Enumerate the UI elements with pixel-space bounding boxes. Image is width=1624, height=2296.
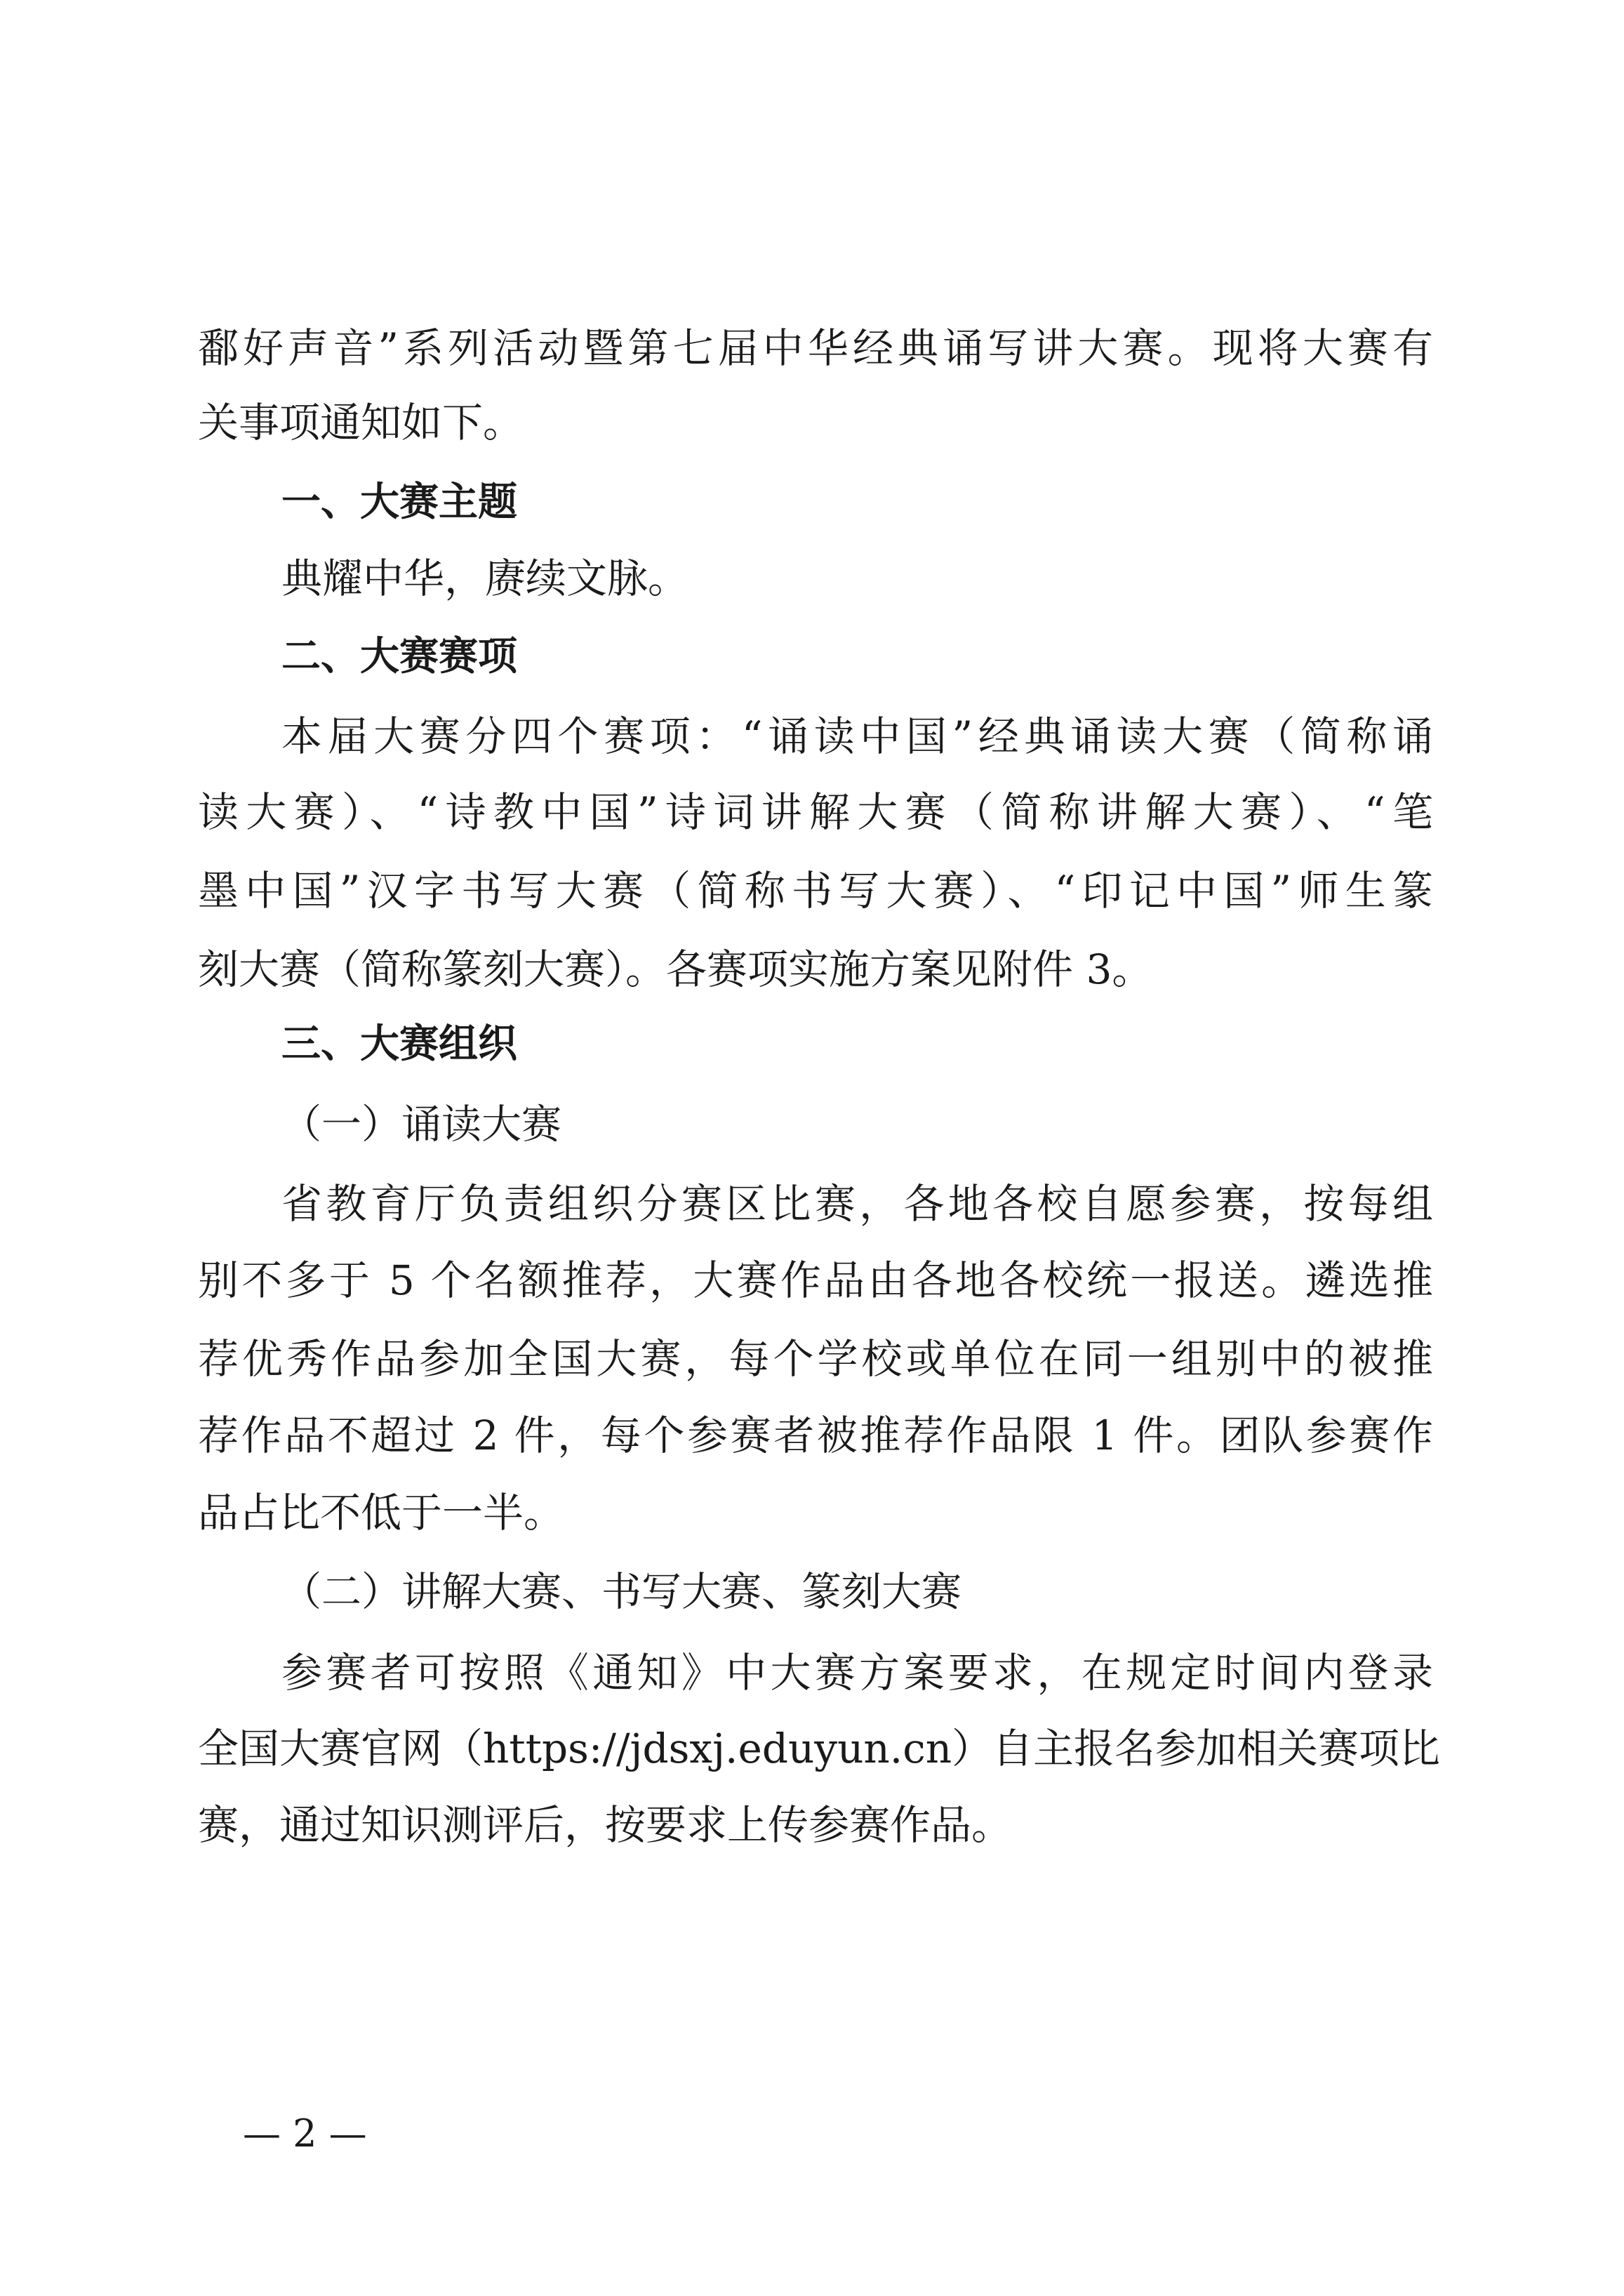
recitation-paragraph-line-3: 荐优秀作品参加全国大赛，每个学校或单位在同一组别中的被推 bbox=[198, 1335, 1433, 1383]
subheading-explanation-writing-carving: （二）讲解大赛、书写大赛、篆刻大赛 bbox=[281, 1569, 961, 1615]
paragraph-intro-line-1: 鄱好声音”系列活动暨第七届中华经典诵写讲大赛。现将大赛有 bbox=[198, 324, 1433, 372]
registration-paragraph-line-2: 全国大赛官网（https://jdsxj.eduyun.cn）自主报名参加相关赛项比 bbox=[198, 1725, 1441, 1772]
events-paragraph-line-3: 墨中国”汉字书写大赛（简称书写大赛）、“印记中国”师生篆 bbox=[198, 867, 1433, 915]
events-paragraph-line-2: 读大赛）、“诗教中国”诗词讲解大赛（简称讲解大赛）、“笔 bbox=[198, 788, 1433, 836]
page-number: — 2 — bbox=[243, 2111, 367, 2156]
paragraph-intro-line-2: 关事项通知如下。 bbox=[198, 399, 524, 446]
recitation-paragraph-line-4: 荐作品不超过 2 件，每个参赛者被推荐作品限 1 件。团队参赛作 bbox=[198, 1412, 1433, 1459]
events-paragraph-line-4: 刻大赛（简称篆刻大赛）。各赛项实施方案见附件 3。 bbox=[198, 945, 1153, 993]
section-heading-theme: 一、大赛主题 bbox=[281, 479, 517, 525]
section-heading-events: 二、大赛赛项 bbox=[281, 634, 517, 679]
subheading-recitation: （一）诵读大赛 bbox=[281, 1101, 561, 1148]
registration-paragraph-line-1: 参赛者可按照《通知》中大赛方案要求，在规定时间内登录 bbox=[281, 1649, 1433, 1697]
section-heading-organization: 三、大赛组织 bbox=[281, 1021, 517, 1067]
recitation-paragraph-line-5: 品占比不低于一半。 bbox=[198, 1489, 565, 1537]
theme-text: 典耀中华，赓续文脉。 bbox=[281, 555, 689, 602]
recitation-paragraph-line-1: 省教育厅负责组织分赛区比赛，各地各校自愿参赛，按每组 bbox=[281, 1180, 1433, 1228]
registration-paragraph-line-3: 赛，通过知识测评后，按要求上传参赛作品。 bbox=[198, 1801, 1013, 1849]
events-paragraph-line-1: 本届大赛分四个赛项：“诵读中国”经典诵读大赛（简称诵 bbox=[281, 712, 1433, 760]
recitation-paragraph-line-2: 别不多于 5 个名额推荐，大赛作品由各地各校统一报送。遴选推 bbox=[198, 1256, 1433, 1304]
